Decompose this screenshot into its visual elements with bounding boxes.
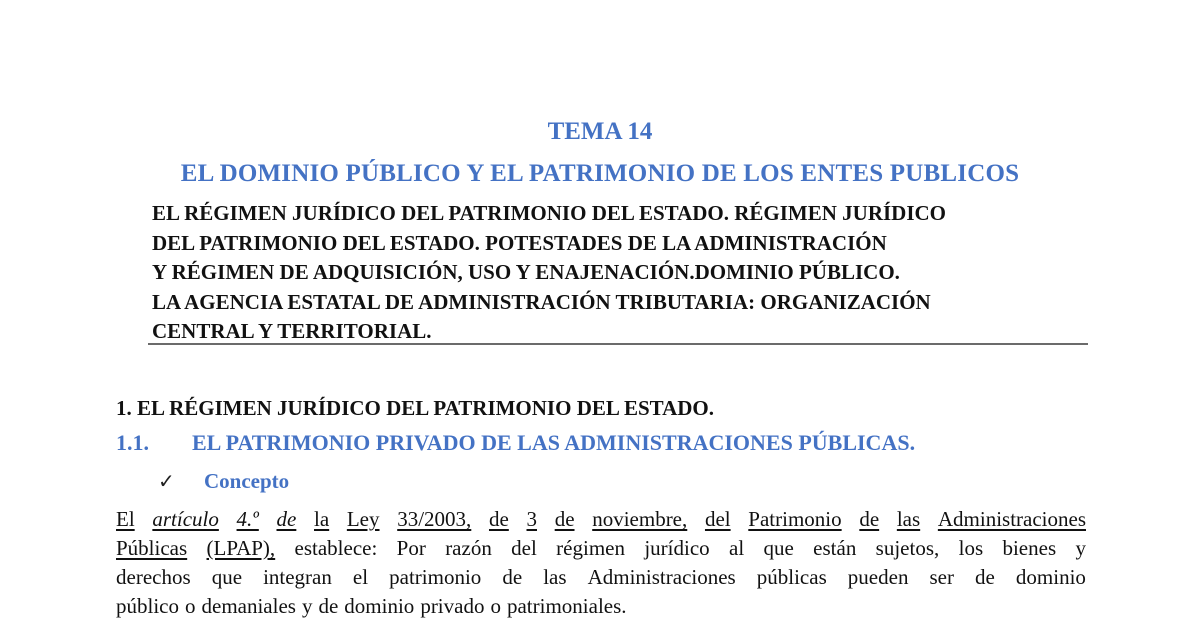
subtitle-block — [152, 199, 1092, 347]
word: dominio — [344, 594, 415, 618]
word: ser — [929, 565, 954, 589]
bullet-label: Concepto — [204, 469, 290, 493]
word: Públicas — [116, 536, 188, 560]
law-article-reference: artículo — [152, 507, 219, 531]
word: están — [813, 536, 857, 560]
word: y — [1075, 536, 1086, 560]
word: 33/2003, — [397, 507, 472, 531]
word: Administraciones — [587, 565, 736, 589]
word: demaniales — [201, 594, 296, 618]
word: o — [185, 594, 196, 618]
checkmark-icon: ✓ — [158, 469, 175, 493]
word: patrimonio — [389, 565, 482, 589]
word: públicas — [756, 565, 827, 589]
word: público — [116, 594, 179, 618]
subtitle-line: DEL PATRIMONIO DEL ESTADO. POTESTADES DE LA ADMINISTRACIÓN — [152, 230, 887, 255]
word: razón — [445, 536, 492, 560]
word: establece: — [294, 536, 378, 560]
word: régimen — [556, 536, 625, 560]
word: de — [975, 565, 995, 589]
horizontal-divider — [148, 343, 1088, 345]
paragraph-line-2 — [116, 534, 1086, 563]
law-article-reference: de — [276, 507, 297, 531]
word: de — [859, 507, 880, 531]
subtitle-line: CENTRAL Y TERRITORIAL. — [152, 319, 432, 343]
word: que — [211, 565, 243, 589]
word: Administraciones — [937, 507, 1086, 531]
word: patrimoniales. — [506, 594, 627, 618]
section-heading-1-1 — [116, 429, 915, 457]
word: los — [958, 536, 984, 560]
word: o — [490, 594, 501, 618]
section-heading-1: 1. EL RÉGIMEN JURÍDICO DEL PATRIMONIO DEL ESTADO. — [116, 396, 715, 420]
word: Por — [396, 536, 426, 560]
section-title: EL PATRIMONIO PRIVADO DE LAS ADMINISTRACIONES PÚBLICAS. — [192, 430, 916, 455]
word: pueden — [847, 565, 909, 589]
paragraph-line-3 — [116, 563, 1086, 592]
tema-number: TEMA 14 — [547, 118, 653, 145]
word: (LPAP), — [206, 536, 276, 560]
word: del — [511, 536, 537, 560]
word: de — [502, 565, 523, 589]
paragraph-line-4 — [116, 592, 1086, 621]
section-number: 1.1. — [116, 430, 149, 455]
subtitle-line: LA AGENCIA ESTATAL DE ADMINISTRACIÓN TRIBUTARIA: ORGANIZACIÓN — [152, 289, 931, 314]
word: jurídico — [644, 536, 710, 560]
body-paragraph — [116, 505, 1086, 621]
word: El — [116, 507, 135, 531]
word: bienes — [1002, 536, 1057, 560]
word: Patrimonio — [748, 507, 842, 531]
word: Ley — [346, 507, 380, 531]
word: que — [763, 536, 794, 560]
word: el — [352, 565, 369, 589]
paragraph-line-1 — [116, 505, 1086, 534]
word: dominio — [1015, 565, 1086, 589]
word: derechos — [116, 565, 191, 589]
word: y — [301, 594, 313, 618]
word: de — [488, 507, 509, 531]
subtitle-line: Y RÉGIMEN DE ADQUISICIÓN, USO Y ENAJENACIÓN.DOMINIO PÚBLICO. — [152, 260, 900, 284]
word: privado — [420, 594, 485, 618]
word: del — [704, 507, 731, 531]
word: la — [314, 507, 330, 531]
word: de — [554, 507, 575, 531]
bullet-heading-concepto — [158, 467, 289, 495]
word: de — [318, 594, 339, 618]
word: 3 — [526, 507, 537, 531]
word: sujetos, — [875, 536, 940, 560]
subtitle-line: EL RÉGIMEN JURÍDICO DEL PATRIMONIO DEL ESTADO. RÉGIMEN JURÍDICO — [152, 201, 947, 225]
word: noviembre, — [592, 507, 688, 531]
word: las — [896, 507, 921, 531]
word: al — [729, 536, 745, 560]
law-article-reference: 4.º — [236, 507, 259, 531]
word: las — [543, 565, 567, 589]
document-title: EL DOMINIO PÚBLICO Y EL PATRIMONIO DE LOS ENTES PUBLICOS — [180, 160, 1020, 187]
word: integran — [263, 565, 332, 589]
